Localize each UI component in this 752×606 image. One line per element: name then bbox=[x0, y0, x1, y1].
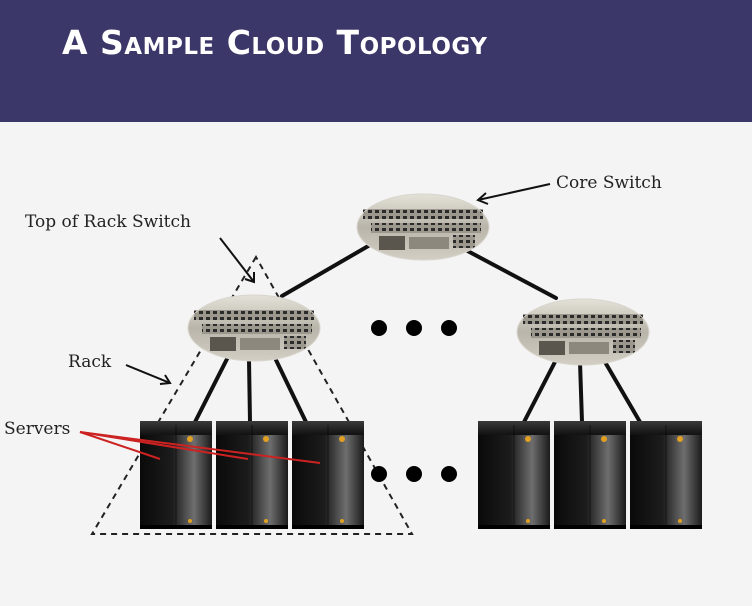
server-left-3 bbox=[292, 421, 364, 529]
link-tor-right-server2 bbox=[580, 362, 582, 422]
core-switch bbox=[357, 194, 489, 260]
servers-label: Servers bbox=[4, 419, 71, 439]
top-of-rack-switch-label: Top of Rack Switch bbox=[25, 212, 191, 232]
ellipsis-dots-lower bbox=[371, 466, 457, 482]
link-tor-left-server1 bbox=[195, 357, 228, 422]
link-tor-right-server1 bbox=[524, 360, 556, 422]
server-right-3 bbox=[630, 421, 702, 529]
link-tor-left-server3 bbox=[276, 360, 306, 422]
tor-switch-right bbox=[517, 299, 649, 365]
core-switch-label: Core Switch bbox=[556, 173, 662, 193]
arrow-core-switch bbox=[478, 184, 550, 200]
arrow-rack bbox=[126, 365, 170, 383]
server-left-1 bbox=[140, 421, 212, 529]
link-tor-right-server3 bbox=[605, 362, 640, 422]
link-core-right bbox=[462, 248, 556, 298]
link-tor-left-server2 bbox=[249, 360, 250, 422]
tor-switch-left bbox=[188, 295, 320, 361]
server-right-1 bbox=[478, 421, 550, 529]
server-right-2 bbox=[554, 421, 626, 529]
arrow-tor-switch bbox=[220, 238, 254, 282]
server-left-2 bbox=[216, 421, 288, 529]
rack-label: Rack bbox=[68, 352, 112, 372]
ellipsis-dots-upper bbox=[371, 320, 457, 336]
slide-title: A Sample Cloud Topology bbox=[62, 23, 488, 62]
link-core-left bbox=[282, 245, 370, 296]
